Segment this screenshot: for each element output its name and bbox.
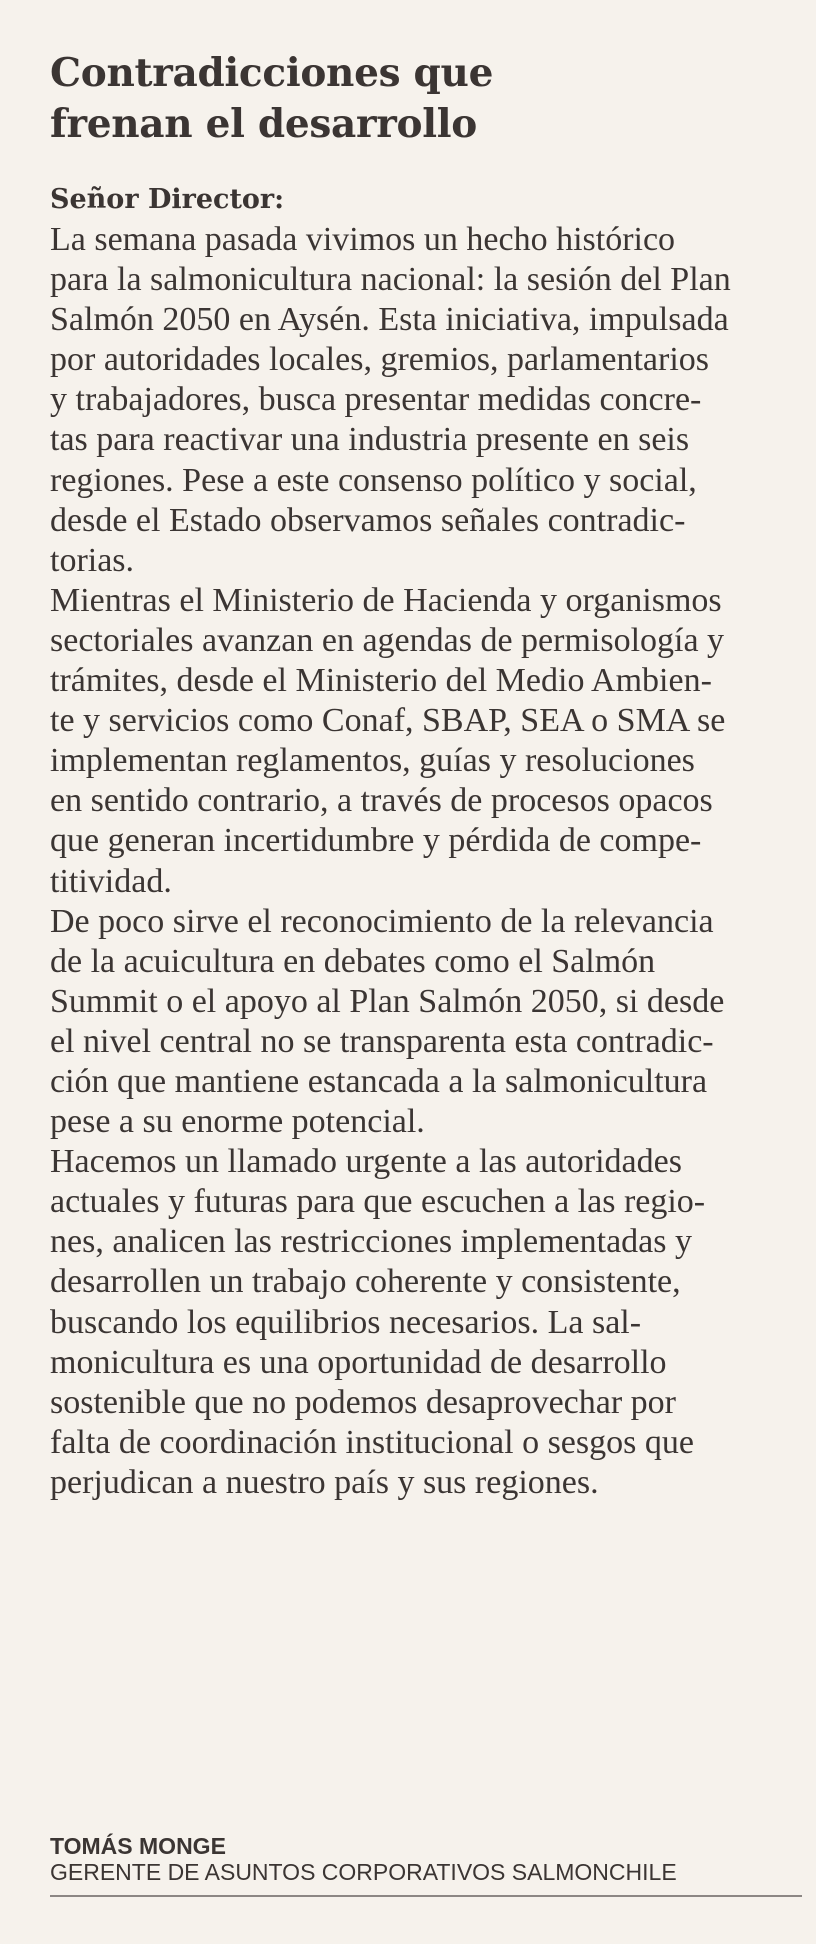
body-line: de la acuicultura en debates como el Salmón: [50, 942, 656, 980]
bottom-divider: [50, 1895, 802, 1897]
body-line: el nivel central no se transparenta esta contradic-: [50, 1022, 714, 1060]
body-line: falta de coordinación institucional o sesgos que: [50, 1423, 694, 1461]
article-title: [50, 48, 802, 150]
body-line: implementan reglamentos, guías y resoluciones: [50, 742, 695, 780]
body-line: desarrollen un trabajo coherente y consistente,: [50, 1263, 681, 1301]
body-line: y trabajadores, busca presentar medidas concre-: [50, 381, 702, 419]
body-line: nes, analicen las restricciones implementadas y: [50, 1223, 692, 1261]
body-line: Hacemos un llamado urgente a las autoridades: [50, 1143, 682, 1181]
body-line: Salmón 2050 en Aysén. Esta iniciativa, impulsada: [50, 301, 729, 339]
body-line: titividad.: [50, 862, 172, 900]
letter-article: [50, 48, 802, 1503]
salutation: Señor Director:: [50, 184, 285, 215]
body-line: por autoridades locales, gremios, parlamentarios: [50, 341, 709, 379]
author-role: GERENTE DE ASUNTOS CORPORATIVOS SALMONCHILE: [50, 1859, 677, 1885]
body-line: actuales y futuras para que escuchen a las regio-: [50, 1183, 706, 1221]
body-line: regiones. Pese a este consenso político y social,: [50, 461, 697, 499]
body-line: buscando los equilibrios necesarios. La sal-: [50, 1303, 642, 1341]
body-line: torias.: [50, 541, 135, 579]
body-line: que generan incertidumbre y pérdida de compe-: [50, 822, 702, 860]
body-line: para la salmonicultura nacional: la sesión del Plan: [50, 261, 731, 299]
article-title-line: Contradicciones que: [50, 50, 494, 96]
author-name: TOMÁS MONGE: [50, 1833, 226, 1859]
body-line: pese a su enorme potencial.: [50, 1103, 425, 1141]
body-line: tas para reactivar una industria presente en seis: [50, 421, 690, 459]
body-line: sostenible que no podemos desaprovechar por: [50, 1383, 676, 1421]
body-line: Summit o el apoyo al Plan Salmón 2050, si desde: [50, 982, 725, 1020]
body-line: perjudican a nuestro país y sus regiones.: [50, 1463, 599, 1501]
body-line: desde el Estado observamos señales contradic-: [50, 501, 686, 539]
signature-block: [50, 1833, 802, 1885]
body-line: Mientras el Ministerio de Hacienda y organismos: [50, 581, 722, 619]
body-line: te y servicios como Conaf, SBAP, SEA o SMA se: [50, 702, 726, 740]
body-line: monicultura es una oportunidad de desarrollo: [50, 1343, 667, 1381]
body-line: sectoriales avanzan en agendas de permisología y: [50, 621, 725, 659]
body-line: en sentido contrario, a través de procesos opacos: [50, 782, 713, 820]
letter-body: [50, 220, 802, 1503]
article-title-line: frenan el desarrollo: [50, 101, 477, 147]
body-line: ción que mantiene estancada a la salmonicultura: [50, 1062, 708, 1100]
body-line: De poco sirve el reconocimiento de la relevancia: [50, 902, 714, 940]
body-line: La semana pasada vivimos un hecho histórico: [50, 221, 676, 258]
body-line: trámites, desde el Ministerio del Medio Ambien-: [50, 662, 712, 700]
